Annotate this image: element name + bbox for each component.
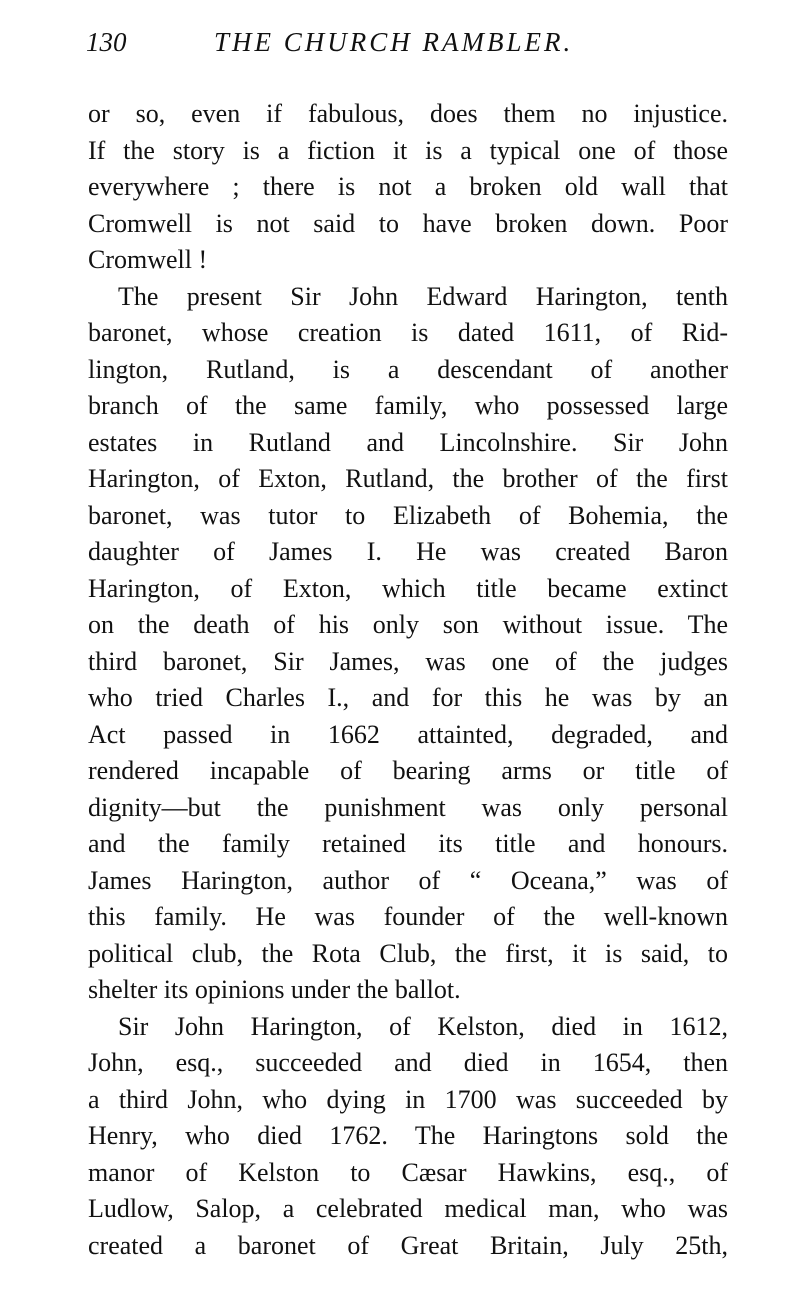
body-text	[88, 96, 728, 1264]
text-line: or so, even if fabulous, does them no injustice.	[88, 99, 728, 128]
text-line: Cromwell !	[88, 245, 208, 274]
text-line: lington, Rutland, is a descendant of another	[88, 354, 728, 384]
text-line: Harington, of Exton, Rutland, the brother of the first	[88, 464, 728, 493]
text-line: everywhere ; there is not a broken old wall that	[88, 172, 728, 201]
text-line: If the story is a fiction it is a typical one of those	[88, 135, 728, 165]
page-number: 130	[86, 27, 127, 57]
running-title: THE CHURCH RAMBLER.	[214, 27, 574, 57]
text-line: and the family retained its title and honours.	[88, 829, 728, 858]
running-head	[86, 22, 726, 62]
text-line: political club, the Rota Club, the first, it is said, to	[88, 938, 728, 968]
text-line: branch of the same family, who possessed large	[88, 391, 728, 420]
text-line: on the death of his only son without issue. The	[88, 610, 728, 639]
text-line: a third John, who dying in 1700 was succeeded by	[88, 1084, 728, 1114]
text-line: created a baronet of Great Britain, July 25th,	[88, 1230, 728, 1260]
text-line: rendered incapable of bearing arms or title of	[88, 756, 728, 785]
text-line: The present Sir John Edward Harington, tenth	[118, 281, 728, 311]
text-line: shelter its opinions under the ballot.	[88, 975, 461, 1004]
text-line: John, esq., succeeded and died in 1654, then	[88, 1048, 728, 1077]
text-line: baronet, whose creation is dated 1611, of Rid-	[88, 318, 728, 347]
text-line: baronet, was tutor to Elizabeth of Bohemia, the	[88, 500, 728, 530]
text-line: manor of Kelston to Cæsar Hawkins, esq., of	[88, 1157, 728, 1187]
text-line: Harington, of Exton, which title became extinct	[88, 573, 728, 603]
text-line: James Harington, author of “ Oceana,” was of	[88, 865, 728, 895]
text-line: Sir John Harington, of Kelston, died in 1612,	[118, 1011, 728, 1041]
text-line: who tried Charles I., and for this he was by an	[88, 683, 728, 712]
text-line: Henry, who died 1762. The Haringtons sold the	[88, 1121, 728, 1150]
paragraph	[88, 279, 728, 1009]
text-line: dignity—but the punishment was only personal	[88, 792, 728, 822]
text-line: estates in Rutland and Lincolnshire. Sir John	[88, 427, 728, 457]
text-line: Ludlow, Salop, a celebrated medical man, who was	[88, 1194, 728, 1223]
text-line: Cromwell is not said to have broken down. Poor	[88, 208, 728, 238]
text-line: daughter of James I. He was created Baron	[88, 537, 728, 566]
paragraph	[88, 1009, 728, 1265]
text-line: this family. He was founder of the well-known	[88, 902, 728, 931]
paragraph	[88, 96, 728, 279]
text-line: third baronet, Sir James, was one of the judges	[88, 646, 728, 676]
text-line: Act passed in 1662 attainted, degraded, and	[88, 719, 728, 749]
